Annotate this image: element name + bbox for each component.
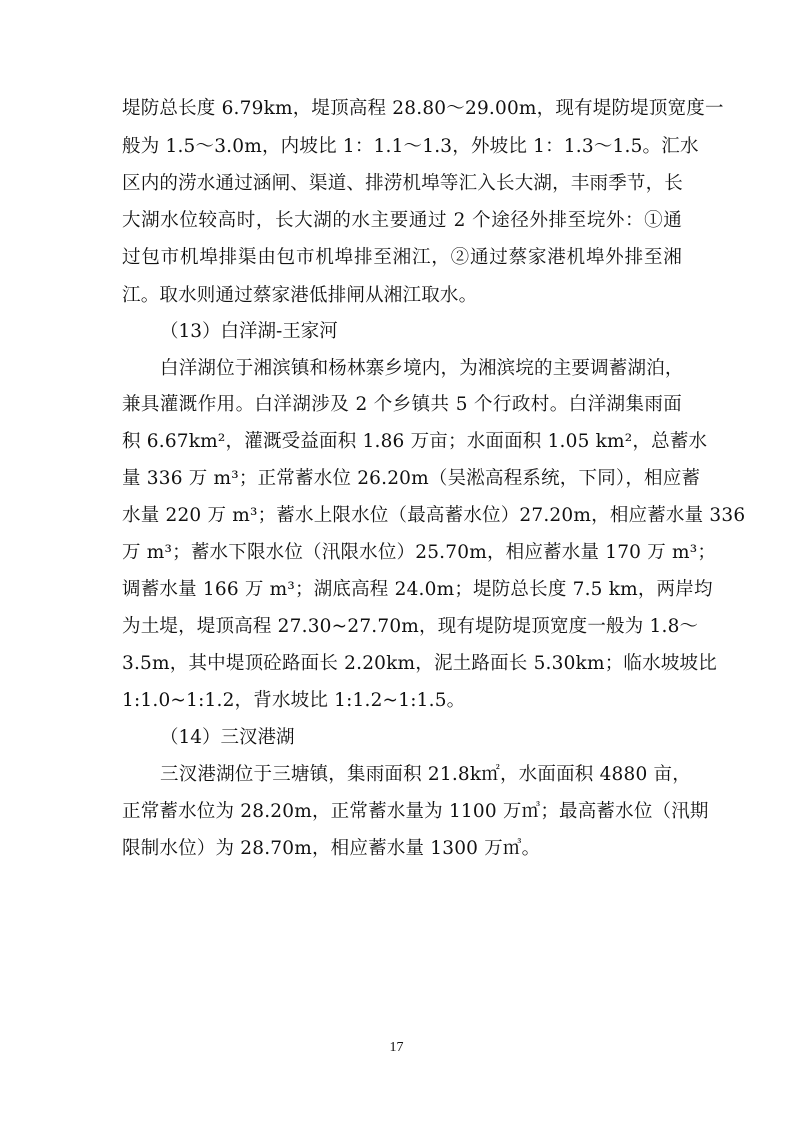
paragraph-13-line-3: 积 6.67km²，灌溉受益面积 1.86 万亩；水面面积 1.05 km²，总蓄水 (122, 431, 708, 452)
paragraph-13-line-2: 兼具灌溉作用。白洋湖涉及 2 个乡镇共 5 个行政村。白洋湖集雨面 (122, 394, 682, 415)
paragraph-14-line-3: 限制水位）为 28.70m，相应蓄水量 1300 万㎥。 (122, 838, 541, 859)
paragraph-13-line-8: 为土堤，堤顶高程 27.30~27.70m，现有堤防堤顶宽度一般为 1.8～ (122, 616, 699, 637)
paragraph-13-line-7: 调蓄水量 166 万 m³；湖底高程 24.0m；堤防总长度 7.5 km，两岸均 (122, 579, 713, 600)
paragraph-levee-line-3: 区内的涝水通过涵闸、渠道、排涝机埠等汇入长大湖，丰雨季节，长 (122, 173, 684, 194)
section-heading-13: （13）白洋湖-王家河 (160, 321, 338, 342)
paragraph-13-line-10: 1:1.0~1:1.2，背水坡比 1:1.2~1:1.5。 (122, 690, 466, 711)
paragraph-13-line-6: 万 m³；蓄水下限水位（汛限水位）25.70m，相应蓄水量 170 万 m³； (122, 542, 717, 563)
paragraph-13-line-9: 3.5m，其中堤顶砼路面长 2.20km，泥土路面长 5.30km；临水坡坡比 (122, 653, 717, 674)
page-number: 17 (389, 1040, 404, 1055)
paragraph-13-line-4: 量 336 万 m³；正常蓄水位 26.20m（吴淞高程系统，下同），相应蓄 (122, 468, 701, 489)
paragraph-14-line-1: 三汊港湖位于三塘镇，集雨面积 21.8k㎡，水面面积 4880 亩， (160, 764, 691, 785)
paragraph-levee-line-6: 江。取水则通过蔡家港低排闸从湘江取水。 (122, 285, 478, 306)
paragraph-levee-line-4: 大湖水位较高时，长大湖的水主要通过 2 个途径外排至垸外：①通 (122, 210, 682, 231)
paragraph-levee-line-5: 过包市机埠排渠由包市机埠排至湘江，②通过蔡家港机埠外排至湘 (122, 247, 682, 268)
paragraph-14-line-2: 正常蓄水位为 28.20m，正常蓄水量为 1100 万㎥；最高蓄水位（汛期 (122, 801, 709, 822)
paragraph-13-line-1: 白洋湖位于湘滨镇和杨林寨乡境内，为湘滨垸的主要调蓄湖泊， (160, 358, 684, 379)
paragraph-levee-line-2: 般为 1.5～3.0m，内坡比 1：1.1～1.3，外坡比 1：1.3～1.5。汇水 (122, 136, 699, 157)
paragraph-13-line-5: 水量 220 万 m³；蓄水上限水位（最高蓄水位）27.20m，相应蓄水量 336 (122, 505, 746, 526)
section-heading-14: （14）三汊港湖 (160, 727, 295, 748)
paragraph-levee-line-1: 堤防总长度 6.79km，堤顶高程 28.80～29.00m，现有堤防堤顶宽度一 (122, 98, 724, 119)
